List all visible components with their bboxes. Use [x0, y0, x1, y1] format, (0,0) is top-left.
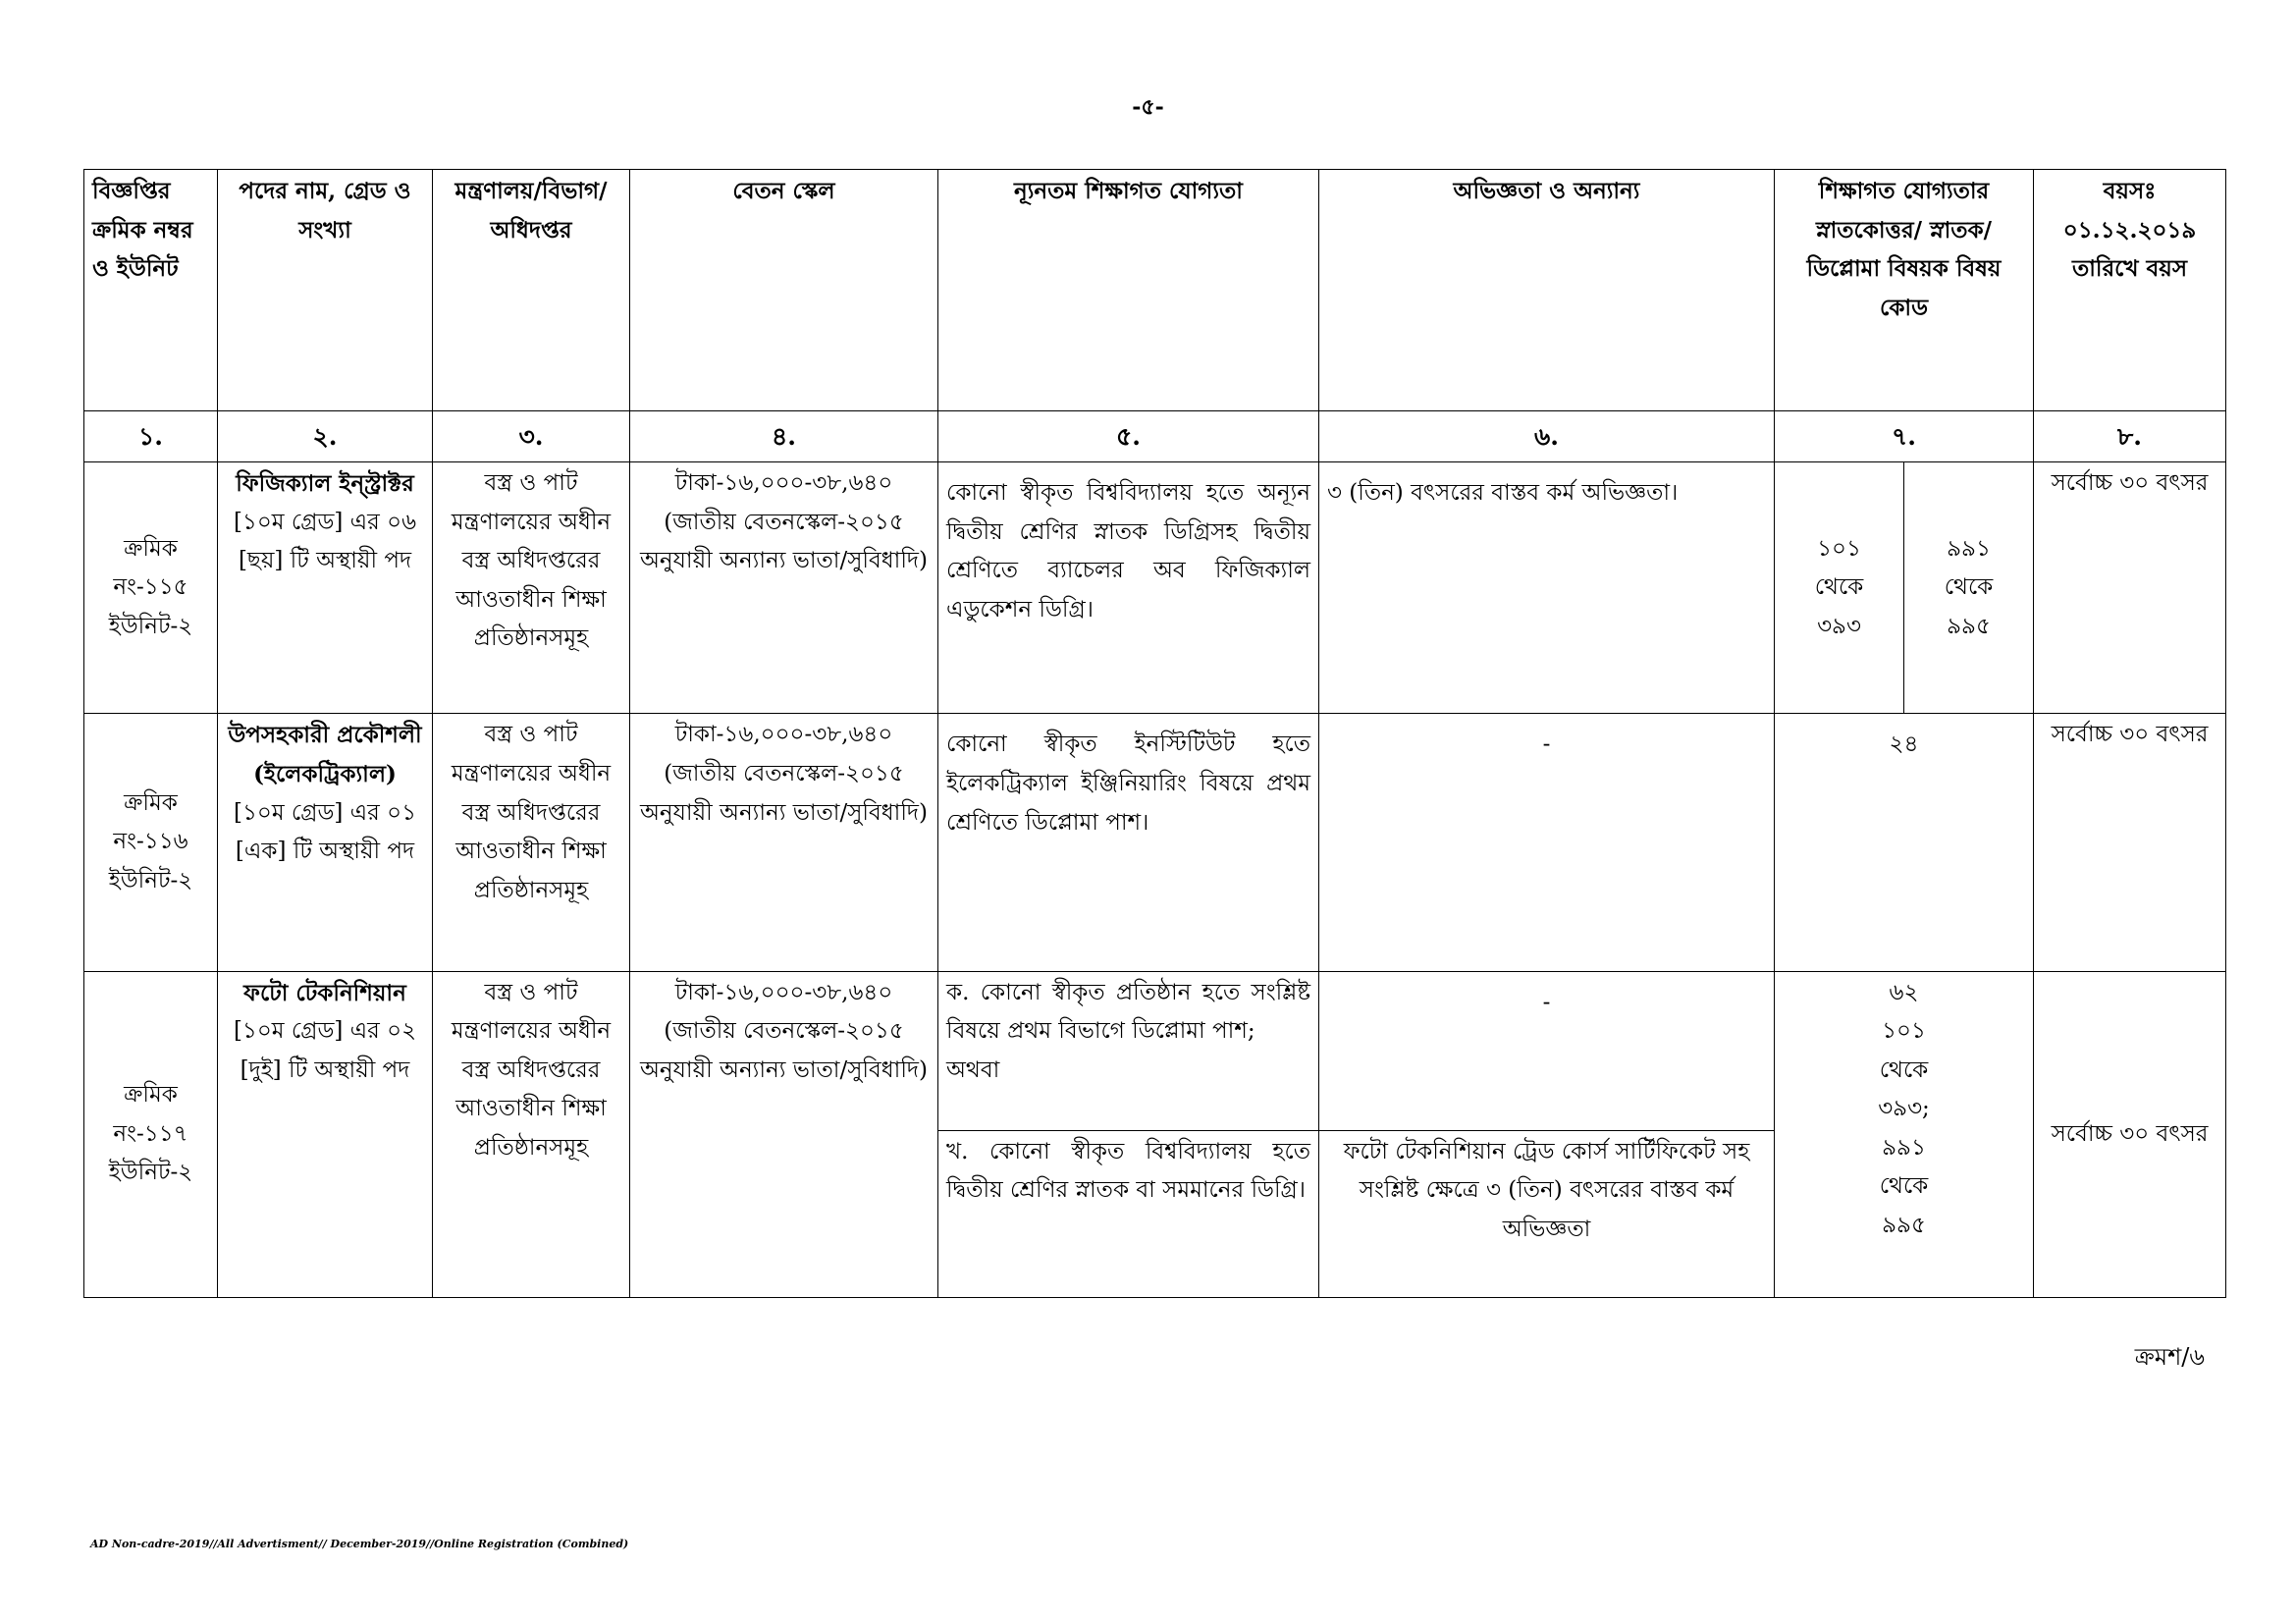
header-serial: বিজ্ঞপ্তির ক্রমিক নম্বর ও ইউনিট — [84, 170, 218, 411]
serial-unit: ইউনিট-২ — [108, 1160, 193, 1186]
age-cell: সর্বোচ্চ ৩০ বৎসর — [2034, 462, 2226, 714]
header-ministry: মন্ত্রণালয়/বিভাগ/ অধিদপ্তর — [433, 170, 630, 411]
age-cell: সর্বোচ্চ ৩০ বৎসর — [2034, 714, 2226, 971]
pay-scale-cell: টাকা-১৬,০০০-৩৮,৬৪০ (জাতীয় বেতনস্কেল-২০১৫ অনুযায়ী অন্যান্য ভাতা/সুবিধাদি) — [630, 971, 938, 1297]
serial-number: নং-১১৭ — [113, 1120, 188, 1147]
subject-code-cell: ৬২ ১০১ থেকে ৩৯৩; ৯৯১ থেকে ৯৯৫ — [1775, 971, 2034, 1297]
subject-code-cell: ২৪ — [1775, 714, 2034, 971]
header-row — [84, 170, 2226, 411]
post-title: উপসহকারী প্রকৌশলী (ইলেকট্রিক্যাল) — [228, 722, 422, 787]
ministry-cell: বস্ত্র ও পাট মন্ত্রণালয়ের অধীন বস্ত্র অধিদপ্তরের আওতাধীন শিক্ষা প্রতিষ্ঠানসমূহ — [433, 971, 630, 1297]
header-subject-code: শিক্ষাগত যোগ্যতার স্নাতকোত্তর/ স্নাতক/ ডিপ্লোমা বিষয়ক বিষয় কোড — [1775, 170, 2034, 411]
serial-cell — [84, 714, 218, 971]
post-cell — [218, 462, 433, 714]
post-detail: [১০ম গ্রেড] এর ০১ [এক] টি অস্থায়ী পদ — [233, 799, 417, 865]
post-cell — [218, 714, 433, 971]
or-text: অথবা — [946, 1056, 1000, 1083]
serial-label: ক্রমিক — [124, 1082, 178, 1109]
post-cell — [218, 971, 433, 1297]
header-pay-scale: বেতন স্কেল — [630, 170, 938, 411]
column-number-row — [84, 411, 2226, 462]
serial-unit: ইউনিট-২ — [108, 867, 193, 893]
column-number: ২. — [218, 411, 433, 462]
post-detail: [১০ম গ্রেড] এর ০২ [দুই] টি অস্থায়ী পদ — [233, 1018, 417, 1083]
column-number: ৭. — [1775, 411, 2034, 462]
job-vacancy-table — [83, 169, 2226, 1298]
serial-label: ক্রমিক — [124, 789, 178, 816]
column-number: ৪. — [630, 411, 938, 462]
qualification-option-a: ক. কোনো স্বীকৃত প্রতিষ্ঠান হতে সংশ্লিষ্ট বিষয়ে প্রথম বিভাগে ডিপ্লোমা পাশ; — [946, 979, 1310, 1045]
experience-cell: ফটো টেকনিশিয়ান ট্রেড কোর্স সার্টিফিকেট সহ সংশ্লিষ্ট ক্ষেত্রে ৩ (তিন) বৎসরের বাস্তব কর্ম অভিজ্ঞতা — [1319, 1130, 1775, 1297]
serial-cell — [84, 971, 218, 1297]
qualification-cell: কোনো স্বীকৃত ইনস্টিটিউট হতে ইলেকট্রিক্যাল ইঞ্জিনিয়ারিং বিষয়ে প্রথম শ্রেণিতে ডিপ্লোমা পাশ। — [938, 714, 1319, 971]
continued-note: ক্রমশ/৬ — [2134, 1343, 2205, 1371]
post-detail: [১০ম গ্রেড] এর ০৬ [ছয়] টি অস্থায়ী পদ — [233, 509, 417, 574]
experience-cell: - — [1319, 714, 1775, 971]
pay-scale-cell: টাকা-১৬,০০০-৩৮,৬৪০ (জাতীয় বেতনস্কেল-২০১৫ অনুযায়ী অন্যান্য ভাতা/সুবিধাদি) — [630, 462, 938, 714]
serial-label: ক্রমিক — [124, 535, 178, 562]
header-qualification: ন্যূনতম শিক্ষাগত যোগ্যতা — [938, 170, 1319, 411]
serial-number: নং-১১৬ — [113, 829, 188, 855]
experience-cell: ৩ (তিন) বৎসরের বাস্তব কর্ম অভিজ্ঞতা। — [1319, 462, 1775, 714]
serial-number: নং-১১৫ — [113, 574, 188, 601]
experience-cell: - — [1319, 971, 1775, 1130]
qualification-option-b: খ. কোনো স্বীকৃত বিশ্ববিদ্যালয় হতে দ্বিতীয় শ্রেণির স্নাতক বা সমমানের ডিগ্রি। — [938, 1130, 1319, 1297]
subject-code-cell — [1775, 462, 2034, 714]
pay-scale-cell: টাকা-১৬,০০০-৩৮,৬৪০ (জাতীয় বেতনস্কেল-২০১৫ অনুযায়ী অন্যান্য ভাতা/সুবিধাদি) — [630, 714, 938, 971]
age-cell: সর্বোচ্চ ৩০ বৎসর — [2034, 971, 2226, 1297]
serial-cell — [84, 462, 218, 714]
column-number: ৮. — [2034, 411, 2226, 462]
table-row — [84, 462, 2226, 714]
table-row — [84, 714, 2226, 971]
post-title: ফটো টেকনিশিয়ান — [243, 979, 406, 1006]
subject-code-range: ৯৯১ থেকে ৯৯৫ — [1903, 462, 2033, 713]
serial-unit: ইউনিট-২ — [108, 613, 193, 639]
ministry-cell: বস্ত্র ও পাট মন্ত্রণালয়ের অধীন বস্ত্র অধিদপ্তরের আওতাধীন শিক্ষা প্রতিষ্ঠানসমূহ — [433, 714, 630, 971]
header-experience: অভিজ্ঞতা ও অন্যান্য — [1319, 170, 1775, 411]
table-row — [84, 971, 2226, 1130]
post-title: ফিজিক্যাল ইন্স্ট্রাক্টর — [236, 470, 414, 498]
qualification-cell: কোনো স্বীকৃত বিশ্ববিদ্যালয় হতে অন্যূন দ্বিতীয় শ্রেণির স্নাতক ডিগ্রিসহ দ্বিতীয় শ্রেণিতে ব্যাচেলর অব ফিজিক্যাল এডুকেশন ডিগ্রি। — [938, 462, 1319, 714]
qualification-cell — [938, 971, 1319, 1130]
header-age: বয়সঃ ০১.১২.২০১৯ তারিখে বয়স — [2034, 170, 2226, 411]
column-number: ৩. — [433, 411, 630, 462]
footer-note: AD Non-cadre-2019//All Advertisment// December-2019//Online Registration (Combined) — [90, 1538, 629, 1550]
page-number: -৫- — [1132, 94, 1164, 120]
ministry-cell: বস্ত্র ও পাট মন্ত্রণালয়ের অধীন বস্ত্র অধিদপ্তরের আওতাধীন শিক্ষা প্রতিষ্ঠানসমূহ — [433, 462, 630, 714]
column-number: ১. — [84, 411, 218, 462]
header-post: পদের নাম, গ্রেড ও সংখ্যা — [218, 170, 433, 411]
column-number: ৫. — [938, 411, 1319, 462]
subject-code-range: ১০১ থেকে ৩৯৩ — [1814, 535, 1864, 639]
column-number: ৬. — [1319, 411, 1775, 462]
